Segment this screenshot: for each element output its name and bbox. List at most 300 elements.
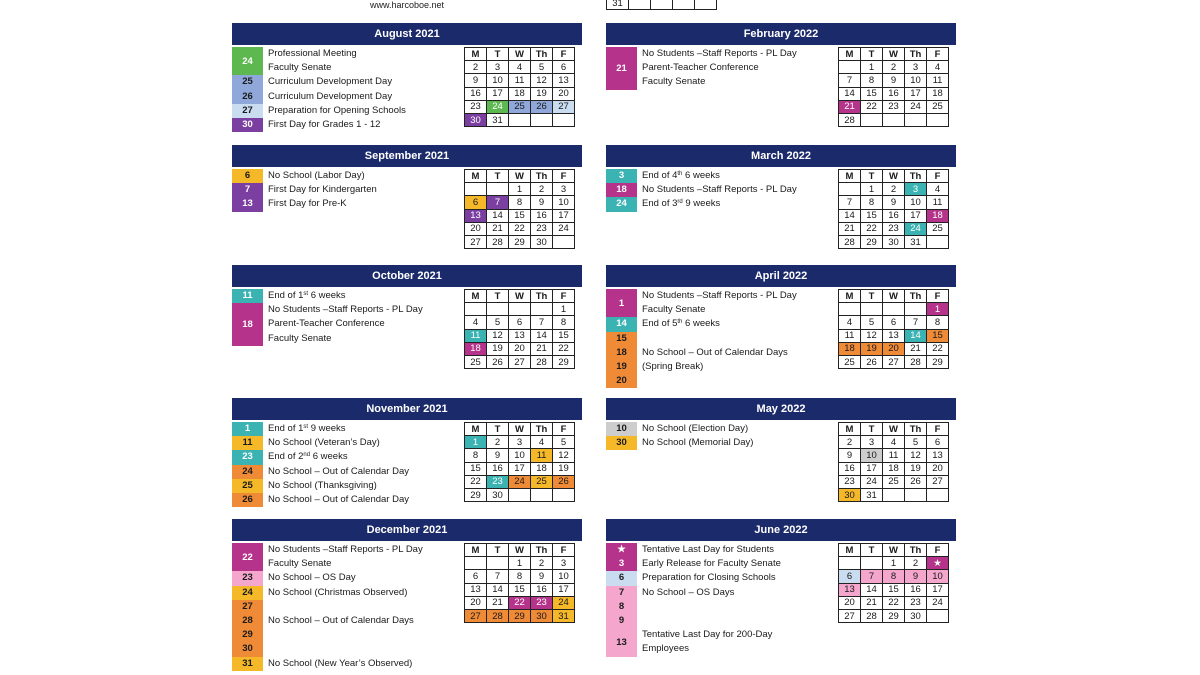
day-cell: 16 — [487, 462, 509, 475]
day-cell: 7 — [531, 316, 553, 329]
event-label — [268, 169, 365, 183]
day-cell: 9 — [531, 570, 553, 583]
day-cell: 7 — [839, 74, 861, 87]
event-date: 14 — [606, 317, 637, 331]
event-date: 13 — [232, 197, 263, 211]
ordinal-suffix: st — [303, 424, 309, 430]
ordinal-suffix: th — [677, 319, 683, 326]
top-fragment-cell — [651, 0, 673, 10]
event-row — [232, 47, 460, 61]
month-title: June 2022 — [606, 519, 956, 541]
day-cell: 21 — [487, 222, 509, 235]
event-label-text: Preparation for Closing Schools — [642, 572, 776, 584]
day-cell — [861, 557, 883, 570]
weekday-header: F — [927, 423, 949, 436]
day-cell: 28 — [861, 609, 883, 622]
day-cell: 12 — [487, 329, 509, 342]
month-grid — [838, 289, 949, 369]
event-date-block: 21 — [606, 47, 637, 90]
day-cell: 21 — [861, 596, 883, 609]
event-row — [606, 47, 834, 61]
day-cell: 22 — [861, 100, 883, 113]
day-cell: 16 — [531, 209, 553, 222]
event-label — [268, 450, 348, 464]
day-cell: 14 — [531, 329, 553, 342]
event-row — [232, 479, 460, 493]
event-label — [642, 169, 720, 183]
day-cell: 18 — [509, 87, 531, 100]
day-cell: 27 — [839, 609, 861, 622]
day-cell: 11 — [465, 329, 487, 342]
event-date: 31 — [232, 657, 263, 671]
weekday-header: Th — [905, 423, 927, 436]
day-cell — [509, 113, 531, 126]
day-cell: 15 — [509, 209, 531, 222]
day-cell — [531, 488, 553, 501]
day-cell — [487, 183, 509, 196]
day-cell: 28 — [839, 113, 861, 126]
day-cell — [553, 113, 575, 126]
day-cell: 18 — [883, 462, 905, 475]
day-cell: 25 — [509, 100, 531, 113]
event-date-block: 13 — [606, 628, 637, 656]
event-label-text: No School – Out of Calendar Days — [268, 615, 414, 626]
month-title: March 2022 — [606, 145, 956, 167]
month-grid — [464, 169, 575, 249]
day-cell: 28 — [487, 235, 509, 248]
day-cell: 12 — [531, 74, 553, 87]
event-label — [268, 479, 377, 493]
weekday-header: W — [883, 423, 905, 436]
event-row — [606, 183, 834, 197]
event-label — [268, 104, 406, 118]
event-row — [606, 586, 834, 600]
weekday-header: Th — [905, 290, 927, 303]
day-cell: 26 — [553, 475, 575, 488]
event-label — [268, 614, 414, 628]
event-label-text: Faculty Senate — [268, 62, 332, 74]
event-label — [642, 47, 797, 61]
day-cell: 14 — [487, 209, 509, 222]
day-cell: 10 — [905, 74, 927, 87]
day-cell: 15 — [883, 583, 905, 596]
event-label-text: No School – Out of Calendar Days — [642, 346, 788, 358]
top-fragment-cell — [673, 0, 695, 10]
event-date: 25 — [232, 75, 263, 89]
day-cell: 30 — [465, 113, 487, 126]
day-cell: 16 — [883, 87, 905, 100]
event-label-text: (Spring Break) — [642, 361, 704, 372]
event-date: 30 — [606, 436, 637, 450]
day-cell: 30 — [839, 488, 861, 501]
day-cell: 29 — [509, 609, 531, 622]
day-cell: 20 — [927, 462, 949, 475]
event-date: 26 — [232, 493, 263, 507]
day-cell: 1 — [861, 61, 883, 74]
day-cell: 21 — [487, 596, 509, 609]
day-cell: 17 — [905, 209, 927, 222]
day-cell: 18 — [927, 209, 949, 222]
weekday-header: Th — [905, 544, 927, 557]
day-cell: 5 — [861, 316, 883, 329]
day-cell: 30 — [531, 235, 553, 248]
day-cell — [927, 488, 949, 501]
day-cell: 6 — [927, 436, 949, 449]
day-cell: 25 — [531, 475, 553, 488]
day-cell: 30 — [883, 235, 905, 248]
month-grid — [464, 543, 575, 623]
day-cell — [465, 557, 487, 570]
event-label-text: Faculty Senate — [642, 76, 706, 88]
event-label-text: Tentative Last Day for Students — [642, 544, 775, 555]
event-row — [232, 118, 460, 132]
day-cell: 23 — [465, 100, 487, 113]
event-label-text: First Day for Pre-K — [268, 198, 347, 210]
site-url[interactable]: www.harcoboe.net — [370, 0, 445, 10]
event-label-text: End of 2 — [268, 451, 304, 463]
month-grid — [464, 422, 575, 502]
event-row — [606, 436, 834, 450]
day-cell: 28 — [905, 355, 927, 368]
day-cell: 19 — [905, 462, 927, 475]
event-label-text: No School (Christmas Observed) — [268, 586, 408, 598]
day-cell: 2 — [883, 183, 905, 196]
day-cell: 22 — [861, 222, 883, 235]
weekday-header: T — [861, 48, 883, 61]
event-label-text: End of 1 — [268, 290, 304, 301]
event-row — [232, 450, 460, 464]
event-row — [606, 571, 834, 585]
day-cell: 11 — [883, 449, 905, 462]
day-cell — [927, 113, 949, 126]
event-label — [268, 197, 347, 211]
day-cell — [883, 303, 905, 316]
event-date: 11 — [232, 289, 263, 303]
event-date: 30 — [232, 642, 263, 656]
event-label-text: Preparation for Opening Schools — [268, 104, 406, 116]
weekday-header: F — [927, 544, 949, 557]
weekday-header: T — [861, 423, 883, 436]
day-cell: 26 — [487, 355, 509, 368]
day-cell: 9 — [487, 449, 509, 462]
day-cell — [553, 488, 575, 501]
day-cell: 20 — [553, 87, 575, 100]
event-label — [268, 47, 357, 61]
day-cell: 28 — [839, 235, 861, 248]
day-cell: 16 — [883, 209, 905, 222]
day-cell: 31 — [905, 235, 927, 248]
event-label-tail: 6 weeks — [308, 290, 346, 301]
day-cell — [553, 235, 575, 248]
event-date: 23 — [232, 450, 263, 464]
event-date: 25 — [232, 479, 263, 493]
day-cell: 13 — [927, 449, 949, 462]
event-label-text: No Students –Staff Reports - PL Day — [642, 48, 797, 59]
day-cell: 11 — [531, 449, 553, 462]
day-cell: 2 — [905, 557, 927, 570]
day-cell: 10 — [861, 449, 883, 462]
event-row — [232, 465, 460, 479]
day-cell: 22 — [465, 475, 487, 488]
weekday-header: W — [883, 290, 905, 303]
day-cell: 22 — [553, 342, 575, 355]
event-row — [606, 642, 834, 656]
event-label-text: Curriculum Development Day — [268, 76, 393, 88]
event-label — [642, 571, 776, 585]
event-label — [268, 543, 423, 557]
day-cell: 8 — [509, 570, 531, 583]
event-label — [642, 422, 748, 436]
day-cell: 20 — [839, 596, 861, 609]
day-cell: 3 — [905, 183, 927, 196]
day-cell: 29 — [465, 488, 487, 501]
day-cell: 25 — [927, 222, 949, 235]
event-label — [642, 289, 797, 303]
month-title: October 2021 — [232, 265, 582, 287]
day-cell — [883, 488, 905, 501]
day-cell: 24 — [905, 222, 927, 235]
day-cell: 7 — [487, 196, 509, 209]
event-date: 18 — [606, 346, 637, 360]
weekday-header: W — [883, 170, 905, 183]
day-cell: 24 — [905, 100, 927, 113]
month-grid — [838, 169, 949, 249]
event-label — [268, 436, 380, 450]
weekday-header: W — [509, 48, 531, 61]
event-label-tail: 9 weeks — [682, 198, 721, 210]
day-cell: 17 — [927, 583, 949, 596]
day-cell: 22 — [509, 222, 531, 235]
day-cell: 2 — [883, 61, 905, 74]
day-cell: 3 — [487, 61, 509, 74]
day-cell: 8 — [465, 449, 487, 462]
day-cell: 12 — [905, 449, 927, 462]
day-cell: 18 — [465, 342, 487, 355]
day-cell: 3 — [861, 436, 883, 449]
day-cell: 17 — [905, 87, 927, 100]
day-cell: 23 — [883, 100, 905, 113]
event-date: 28 — [232, 614, 263, 628]
day-cell: 28 — [531, 355, 553, 368]
event-label-text: End of 5 — [642, 318, 678, 330]
month-grid — [464, 47, 575, 127]
day-cell: 8 — [927, 316, 949, 329]
day-cell: 3 — [553, 557, 575, 570]
day-cell: 2 — [487, 436, 509, 449]
event-date: 1 — [232, 422, 263, 436]
day-cell: 13 — [883, 329, 905, 342]
ordinal-suffix: th — [677, 171, 683, 177]
event-label — [268, 571, 356, 585]
day-cell — [905, 303, 927, 316]
day-cell: 2 — [465, 61, 487, 74]
day-cell: 4 — [465, 316, 487, 329]
event-row — [606, 61, 834, 75]
event-label-text: No Students –Staff Reports - PL Day — [268, 304, 423, 316]
weekday-header: Th — [905, 170, 927, 183]
day-cell: ★ — [927, 557, 949, 570]
day-cell — [531, 113, 553, 126]
event-date: 27 — [232, 600, 263, 614]
day-cell: 15 — [861, 209, 883, 222]
event-row — [232, 169, 460, 183]
day-cell: 30 — [905, 609, 927, 622]
event-label — [268, 183, 377, 197]
day-cell: 19 — [487, 342, 509, 355]
weekday-header: M — [839, 544, 861, 557]
day-cell: 27 — [927, 475, 949, 488]
event-date: 26 — [232, 90, 263, 104]
event-label — [268, 75, 392, 89]
day-cell: 5 — [531, 61, 553, 74]
event-label — [268, 289, 346, 303]
event-label — [268, 422, 346, 436]
day-cell: 6 — [509, 316, 531, 329]
day-cell: 3 — [509, 436, 531, 449]
day-cell: 16 — [531, 583, 553, 596]
day-cell: 23 — [839, 475, 861, 488]
day-cell: 19 — [861, 342, 883, 355]
day-cell: 11 — [927, 74, 949, 87]
day-cell: 29 — [553, 355, 575, 368]
weekday-header: T — [487, 170, 509, 183]
weekday-header: Th — [905, 48, 927, 61]
event-label — [642, 303, 705, 317]
day-cell: 8 — [509, 196, 531, 209]
event-label-text: Faculty Senate — [642, 304, 706, 316]
day-cell: 15 — [861, 87, 883, 100]
day-cell: 19 — [553, 462, 575, 475]
day-cell — [465, 303, 487, 316]
day-cell: 2 — [839, 436, 861, 449]
day-cell: 26 — [905, 475, 927, 488]
day-cell: 13 — [465, 583, 487, 596]
day-cell: 30 — [487, 488, 509, 501]
day-cell: 31 — [487, 113, 509, 126]
day-cell: 7 — [839, 196, 861, 209]
event-date-block: 24 — [232, 47, 263, 75]
day-cell: 9 — [905, 570, 927, 583]
event-label — [268, 465, 409, 479]
day-cell: 19 — [531, 87, 553, 100]
event-label-text: Parent-Teacher Conference — [642, 62, 759, 74]
weekday-header: F — [553, 290, 575, 303]
day-cell: 24 — [487, 100, 509, 113]
day-cell: 10 — [487, 74, 509, 87]
event-label — [268, 557, 331, 571]
weekday-header: Th — [531, 423, 553, 436]
day-cell: 27 — [553, 100, 575, 113]
day-cell: 27 — [883, 355, 905, 368]
day-cell: 9 — [531, 196, 553, 209]
weekday-header: Th — [531, 170, 553, 183]
day-cell: 20 — [509, 342, 531, 355]
event-label — [268, 586, 407, 600]
day-cell: 10 — [553, 570, 575, 583]
day-cell: 17 — [861, 462, 883, 475]
day-cell: 29 — [883, 609, 905, 622]
event-label — [268, 118, 380, 132]
month-title: September 2021 — [232, 145, 582, 167]
event-row — [606, 75, 834, 89]
event-row — [606, 317, 834, 331]
event-date: 6 — [232, 169, 263, 183]
day-cell: 18 — [927, 87, 949, 100]
weekday-header: W — [883, 48, 905, 61]
event-row — [606, 197, 834, 211]
day-cell: 11 — [839, 329, 861, 342]
event-label — [642, 543, 774, 557]
ordinal-suffix: st — [303, 291, 309, 297]
weekday-header: M — [839, 170, 861, 183]
event-row — [606, 628, 834, 642]
day-cell: 14 — [839, 209, 861, 222]
event-row — [232, 332, 460, 346]
day-cell — [927, 235, 949, 248]
event-row — [232, 90, 460, 104]
event-row — [606, 332, 834, 346]
day-cell: 24 — [509, 475, 531, 488]
event-label-text: Early Release for Faculty Senate — [642, 558, 781, 570]
day-cell: 1 — [465, 436, 487, 449]
day-cell: 6 — [883, 316, 905, 329]
day-cell: 23 — [883, 222, 905, 235]
day-cell: 14 — [905, 329, 927, 342]
day-cell: 15 — [465, 462, 487, 475]
day-cell: 18 — [531, 462, 553, 475]
event-date-block: 18 — [232, 303, 263, 346]
day-cell: 20 — [465, 596, 487, 609]
weekday-header: F — [553, 48, 575, 61]
event-label — [268, 303, 423, 317]
weekday-header: M — [465, 170, 487, 183]
day-cell: 27 — [509, 355, 531, 368]
day-cell: 29 — [927, 355, 949, 368]
event-date-block: 22 — [232, 543, 263, 571]
weekday-header: W — [883, 544, 905, 557]
event-label — [268, 61, 331, 75]
event-date: 3 — [606, 557, 637, 571]
event-row — [232, 642, 460, 656]
day-cell: 10 — [509, 449, 531, 462]
event-date: 7 — [606, 586, 637, 600]
day-cell: 10 — [553, 196, 575, 209]
day-cell: 4 — [927, 61, 949, 74]
month-title: May 2022 — [606, 398, 956, 420]
event-row — [232, 628, 460, 642]
top-fragment-cell — [695, 0, 717, 10]
month-title: December 2021 — [232, 519, 582, 541]
day-cell: 14 — [839, 87, 861, 100]
day-cell: 21 — [531, 342, 553, 355]
day-cell: 16 — [839, 462, 861, 475]
month-title: August 2021 — [232, 23, 582, 45]
event-row — [232, 614, 460, 628]
month-title: April 2022 — [606, 265, 956, 287]
event-label — [268, 332, 331, 346]
day-cell: 23 — [531, 222, 553, 235]
event-label-text: No Students –Staff Reports - PL Day — [642, 184, 797, 196]
event-label-text: Professional Meeting — [268, 48, 357, 59]
weekday-header: T — [487, 48, 509, 61]
day-cell: 12 — [553, 449, 575, 462]
weekday-header: M — [465, 544, 487, 557]
event-label — [642, 317, 720, 331]
day-cell: 30 — [531, 609, 553, 622]
day-cell: 20 — [883, 342, 905, 355]
weekday-header: F — [927, 290, 949, 303]
day-cell: 6 — [465, 570, 487, 583]
